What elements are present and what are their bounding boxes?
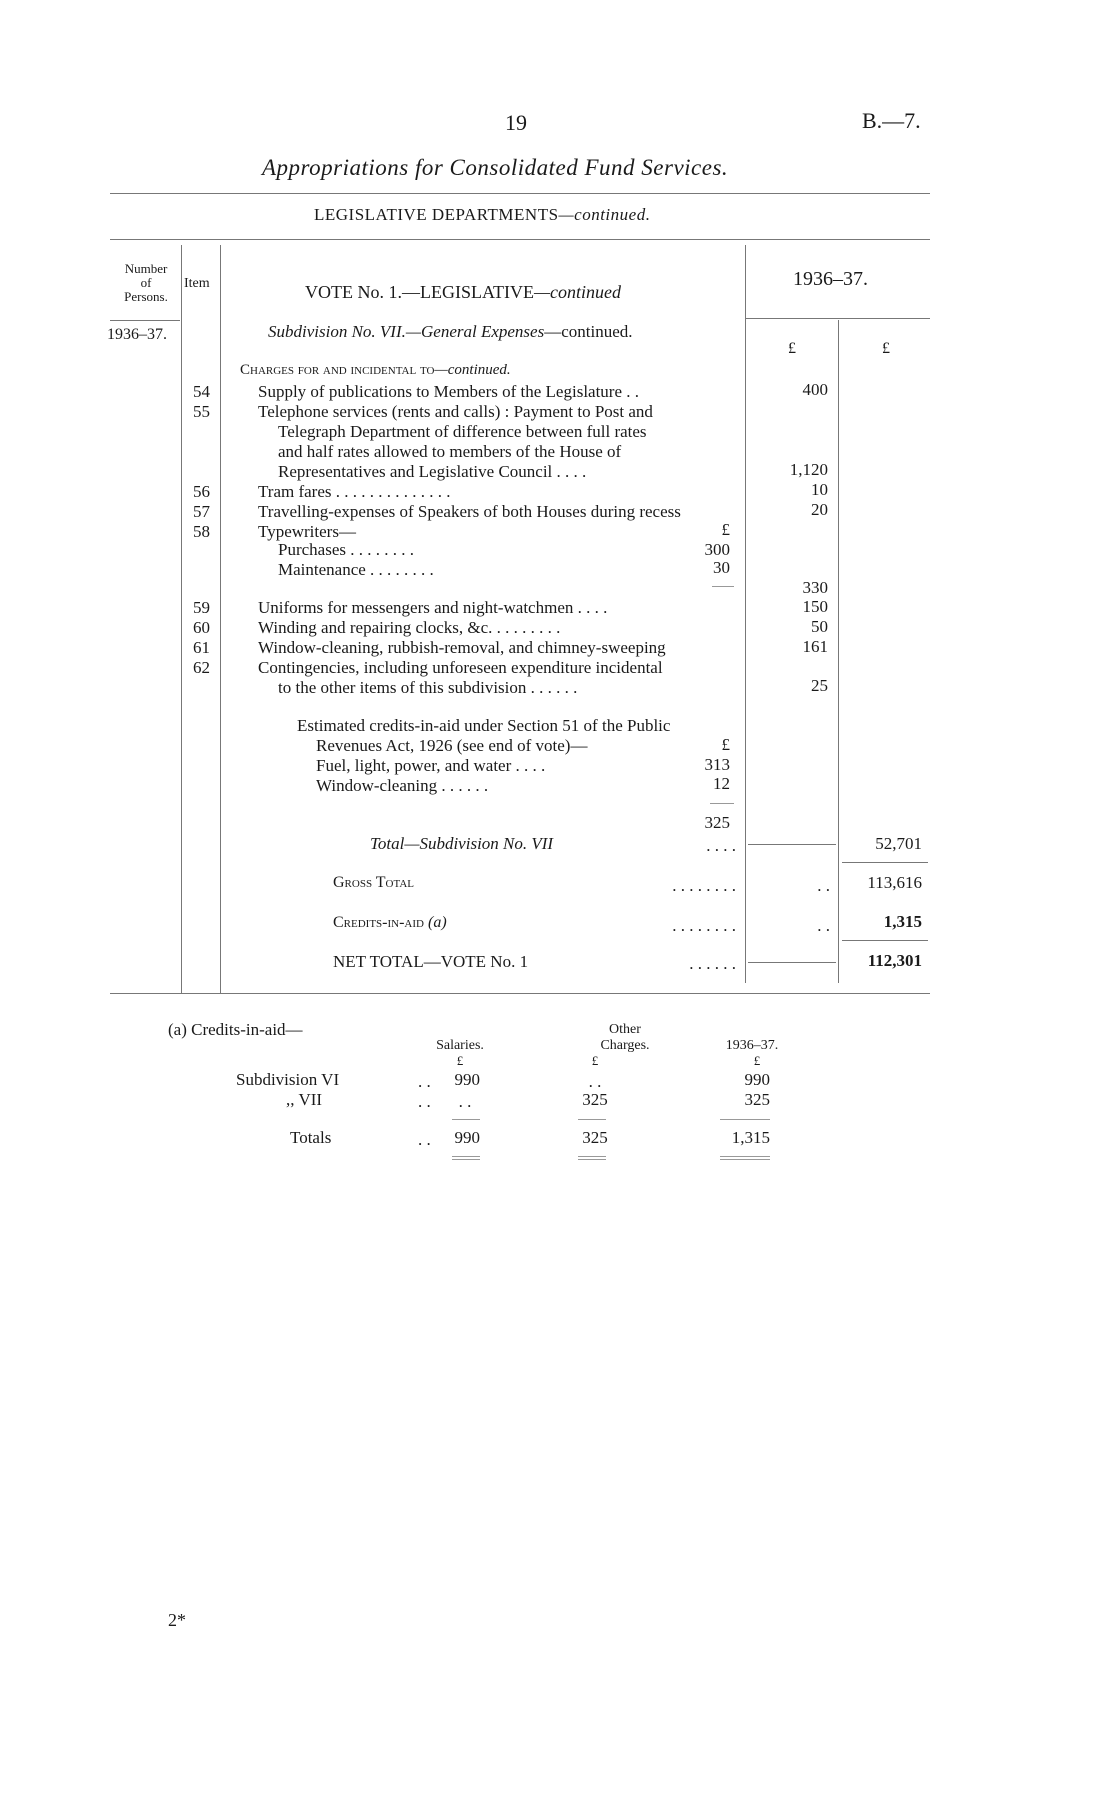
pound-sign-totals: £: [882, 340, 890, 357]
typewriters-pound: £: [721, 520, 730, 539]
item-description: Travelling-expenses of Speakers of both Houses during recess: [258, 502, 681, 521]
item-description: Tram fares . . . . . . . . . . . . . .: [258, 482, 451, 501]
credits-pound: £: [721, 735, 730, 754]
footnote-year: 990: [744, 1070, 770, 1089]
subtotal-rule: [748, 844, 836, 845]
footnote-pound: £: [456, 1053, 464, 1068]
item-description: Window-cleaning, rubbish-removal, and chimney-sweeping: [258, 638, 666, 657]
item-description: Winding and repairing clocks, &c. . . . . . . . .: [258, 618, 561, 637]
sum-rule: [710, 803, 734, 804]
subdivision-total-label: Total—Subdivision No. VII: [370, 834, 554, 853]
typewriters-purchases: Purchases . . . . . . . .: [278, 540, 414, 559]
signature-mark: 2*: [168, 1610, 186, 1630]
page-number: 19: [505, 110, 527, 135]
item-number: 60: [193, 618, 210, 637]
footnote-header-other: Other Charges.: [600, 1022, 650, 1053]
item-description: Supply of publications to Members of the Legislature . .: [258, 382, 640, 401]
item-number: 54: [193, 382, 210, 401]
net-rule: [748, 962, 836, 963]
gross-total: 113,616: [867, 873, 922, 892]
item-description: Uniforms for messengers and night-watchmen . . . .: [258, 598, 608, 617]
sum-rule: [712, 586, 734, 587]
item-amount: 400: [802, 380, 828, 399]
footnote-pound: £: [753, 1053, 761, 1068]
footnote-rule: [720, 1119, 770, 1120]
column-divider-total: [838, 320, 839, 983]
footnote-double-rule: [578, 1159, 606, 1160]
item-description: to the other items of this subdivision . . . . . .: [278, 678, 578, 697]
footnote-row-label: Subdivision VI: [236, 1070, 340, 1089]
item-description: Contingencies, including unforeseen expenditure incidental: [258, 658, 663, 677]
section-heading: LEGISLATIVE DEPARTMENTS—continued.: [314, 205, 651, 224]
item-number: 58: [193, 522, 210, 541]
footnote-totals-salaries: 990: [454, 1128, 480, 1147]
item-amount: 1,120: [789, 460, 828, 479]
persons-header-rule: [110, 320, 180, 321]
credits-fuel: Fuel, light, power, and water . . . .: [316, 756, 546, 775]
subdivision-total-dots: . . . .: [706, 836, 736, 855]
footnote-row-dots: . .: [418, 1092, 431, 1111]
footnote-totals-year: 1,315: [731, 1128, 770, 1147]
credits-estimate-line: Estimated credits-in-aid under Section 51 of the Public: [297, 716, 671, 735]
item-description: and half rates allowed to members of the House of: [278, 442, 622, 461]
typewriters-total: 330: [802, 578, 828, 597]
pound-sign-items: £: [788, 340, 796, 357]
gross-total-dots: . . . . . . . .: [672, 876, 736, 895]
item-number: 57: [193, 502, 210, 521]
year-header: 1936–37.: [793, 268, 868, 290]
credits-in-aid-label: Credits-in-aid (a): [333, 914, 447, 931]
credits-fuel-amount: 313: [704, 755, 730, 774]
typewriters-maintenance-amount: 30: [713, 558, 730, 577]
column-divider-persons: [181, 245, 182, 993]
table-bottom-rule: [110, 993, 930, 994]
credits-estimate-line: Revenues Act, 1926 (see end of vote)—: [316, 736, 588, 755]
table-top-rule: [110, 239, 930, 240]
net-total-label: NET TOTAL—VOTE No. 1: [333, 952, 529, 971]
footnote-pound: £: [591, 1053, 599, 1068]
footnote-totals-label: Totals: [290, 1128, 332, 1147]
item-amount: 25: [811, 676, 828, 695]
footnote-other: . .: [588, 1072, 602, 1091]
footnote-header-year: 1936–37.: [725, 1038, 779, 1053]
item-number: 62: [193, 658, 210, 677]
item-amount: 161: [802, 637, 828, 656]
gross-total-mid: . .: [817, 876, 830, 895]
footnote-header-salaries: Salaries.: [436, 1038, 484, 1053]
footnote-rule: [452, 1119, 480, 1120]
footnote-double-rule: [720, 1156, 770, 1157]
footnote-other: 325: [582, 1090, 608, 1109]
item-number: 61: [193, 638, 210, 657]
column-divider-amount: [745, 245, 746, 983]
footnote-double-rule: [452, 1159, 480, 1160]
item-amount: 10: [811, 480, 828, 499]
persons-year: 1936–37.: [107, 326, 167, 343]
credits-window-amount: 12: [713, 774, 730, 793]
footnote-label: (a) Credits-in-aid—: [168, 1020, 303, 1039]
credits-in-aid-mid: . .: [817, 916, 830, 935]
item-description: Telegraph Department of difference between full rates: [278, 422, 647, 441]
year-header-rule: [745, 318, 930, 319]
typewriters-purchases-amount: 300: [704, 540, 730, 559]
footnote-totals-dots: . .: [418, 1130, 431, 1149]
typewriters-maintenance: Maintenance . . . . . . . .: [278, 560, 434, 579]
document-code: B.—7.: [862, 108, 921, 133]
credits-total: 325: [704, 813, 730, 832]
item-description: Typewriters—: [258, 522, 356, 541]
charges-heading: Charges for and incidental to—continued.: [240, 362, 511, 378]
footnote-salaries: 990: [454, 1070, 480, 1089]
subdivision-total: 52,701: [875, 834, 922, 853]
credits-in-aid-total: 1,315: [883, 912, 922, 931]
net-total-dots: . . . . . .: [689, 954, 736, 973]
vote-title: VOTE No. 1.—LEGISLATIVE—continued: [305, 282, 621, 302]
item-header: Item: [184, 276, 210, 291]
footnote-double-rule: [578, 1156, 606, 1157]
item-number: 59: [193, 598, 210, 617]
subdivision-heading: Subdivision No. VII.—General Expenses—continued.: [268, 322, 633, 341]
header-rule: [110, 193, 930, 194]
item-amount: 20: [811, 500, 828, 519]
subtotal-rule: [842, 862, 928, 863]
item-description: Representatives and Legislative Council . . . .: [278, 462, 587, 481]
footnote-row-label: ,, VII: [286, 1090, 323, 1109]
item-number: 55: [193, 402, 210, 421]
item-amount: 150: [802, 597, 828, 616]
footnote-year: 325: [744, 1090, 770, 1109]
gross-total-label: Gross Total: [333, 874, 415, 891]
footnote-double-rule: [720, 1159, 770, 1160]
item-description: Telephone services (rents and calls) : Payment to Post and: [258, 402, 653, 421]
net-total: 112,301: [867, 951, 922, 970]
item-amount: 50: [811, 617, 828, 636]
footnote-rule: [578, 1119, 606, 1120]
footnote-totals-other: 325: [582, 1128, 608, 1147]
credits-window: Window-cleaning . . . . . .: [316, 776, 489, 795]
page-title: Appropriations for Consolidated Fund Services.: [262, 155, 729, 180]
item-number: 56: [193, 482, 210, 501]
subtotal-rule: [842, 940, 928, 941]
footnote-row-dots: . .: [418, 1072, 431, 1091]
footnote-double-rule: [452, 1156, 480, 1157]
footnote-salaries: . .: [458, 1092, 472, 1111]
column-divider-item: [220, 245, 221, 993]
number-of-persons-header: Number of Persons.: [124, 261, 168, 304]
credits-in-aid-dots: . . . . . . . .: [672, 916, 736, 935]
